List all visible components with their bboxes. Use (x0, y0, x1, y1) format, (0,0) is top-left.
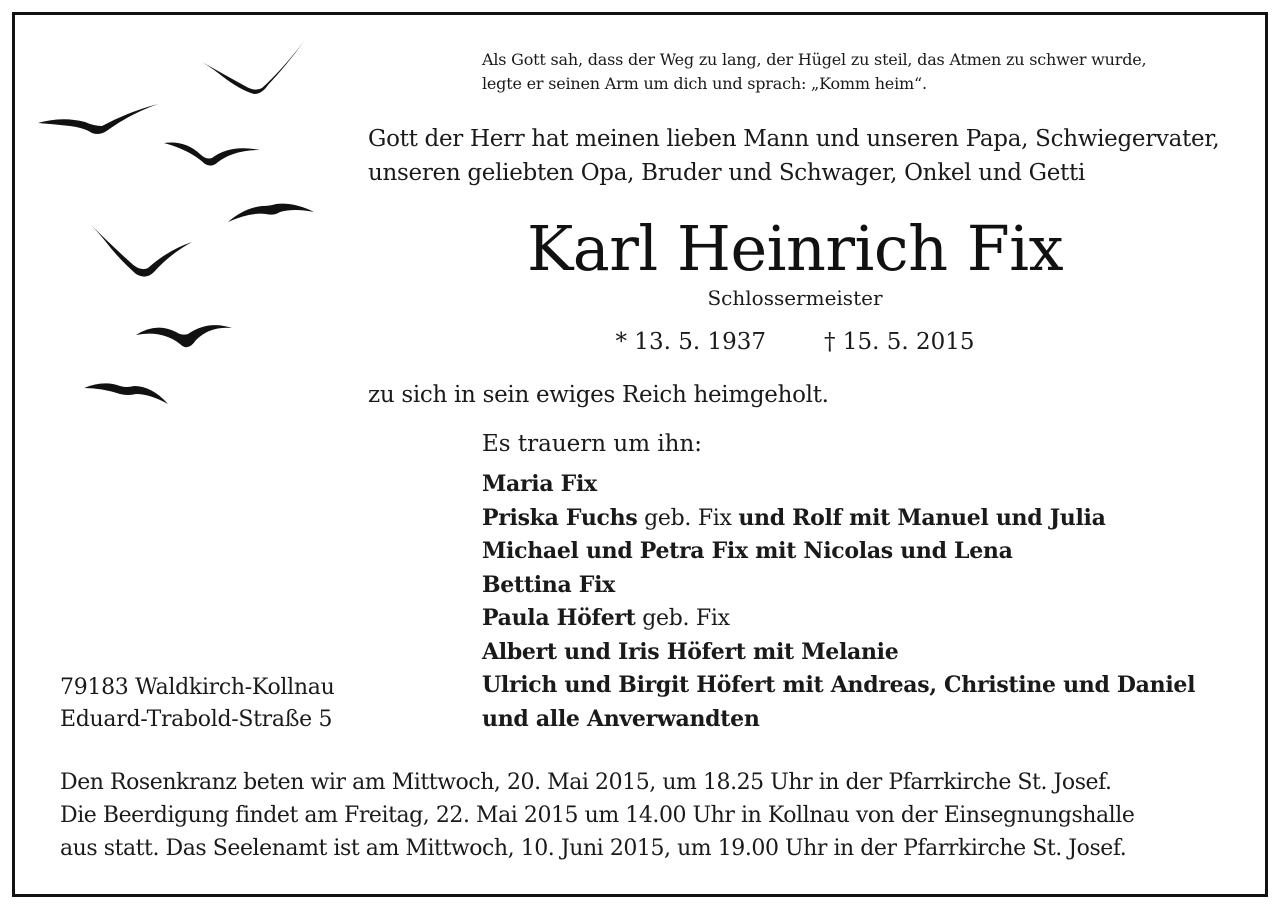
address-street: Eduard-Trabold-Straße 5 (60, 707, 333, 732)
mourner-name: Maria Fix (482, 471, 597, 497)
mourner-name: Paula Höfert (482, 605, 636, 631)
quote-line: legte er seinen Arm um dich und sprach: „Komm heim“. (482, 74, 927, 93)
bird-icon (164, 142, 260, 165)
birth-date: * 13. 5. 1937 (615, 329, 766, 355)
mourner-line (482, 703, 1262, 737)
deceased-name: Karl Heinrich Fix (526, 212, 1064, 285)
mourner-line (482, 569, 1262, 603)
intro-line: unseren geliebten Opa, Bruder und Schwager, Onkel und Getti (368, 160, 1085, 186)
mourners-heading: Es trauern um ihn: (482, 431, 703, 457)
deceased-profession: Schlossermeister (707, 286, 883, 310)
intro-line: Gott der Herr hat meinen lieben Mann und unseren Papa, Schwiegervater, (368, 126, 1220, 152)
bird-icon (38, 104, 158, 134)
mourner-name: Bettina Fix (482, 571, 615, 598)
mourner-line (482, 468, 1262, 502)
bird-icon (90, 224, 192, 277)
mourner-line (482, 602, 1262, 636)
mourners-list (482, 468, 1262, 736)
service-line: Die Beerdigung findet am Freitag, 22. Mai 2015 um 14.00 Uhr in Kollnau von der Einsegnungshalle (60, 803, 1135, 828)
bird-icon (136, 325, 232, 347)
bird-icon (84, 383, 168, 404)
opening-quote (482, 48, 1242, 96)
maiden-name: geb. Fix (635, 606, 730, 631)
mourner-line (482, 502, 1262, 536)
mourner-line (482, 669, 1262, 703)
service-line: aus statt. Das Seelenamt ist am Mittwoch, 10. Juni 2015, um 19.00 Uhr in der Pfarrkirche St. Josef. (60, 836, 1127, 861)
service-details (60, 766, 1250, 865)
mourner-family: und Rolf mit Manuel und Julia (738, 504, 1106, 531)
address-city: 79183 Waldkirch-Kollnau (60, 675, 335, 700)
mourner-name: Ulrich und Birgit Höfert mit Andreas, Christine und Daniel (482, 672, 1196, 698)
life-dates (300, 326, 1280, 358)
death-date: † 15. 5. 2015 (824, 329, 975, 355)
mourner-name: und alle Anverwandten (482, 705, 760, 732)
maiden-name: geb. Fix (637, 505, 739, 531)
flying-birds-icon (30, 30, 330, 420)
mourner-name: Michael und Petra Fix mit Nicolas und Lena (482, 538, 1013, 564)
service-line: Den Rosenkranz beten wir am Mittwoch, 20. Mai 2015, um 18.25 Uhr in der Pfarrkirche St. Josef. (60, 770, 1112, 795)
family-address (60, 672, 440, 736)
announcement-intro (368, 122, 1248, 190)
quote-line: Als Gott sah, dass der Weg zu lang, der Hügel zu steil, das Atmen zu schwer wurde, (482, 50, 1147, 69)
mourner-line (482, 636, 1262, 670)
mourner-line (482, 535, 1262, 569)
announcement-outro: zu sich in sein ewiges Reich heimgeholt. (368, 382, 829, 408)
mourner-name: Priska Fuchs (482, 504, 638, 531)
bird-icon (202, 40, 305, 94)
mourner-name: Albert und Iris Höfert mit Melanie (482, 638, 899, 665)
